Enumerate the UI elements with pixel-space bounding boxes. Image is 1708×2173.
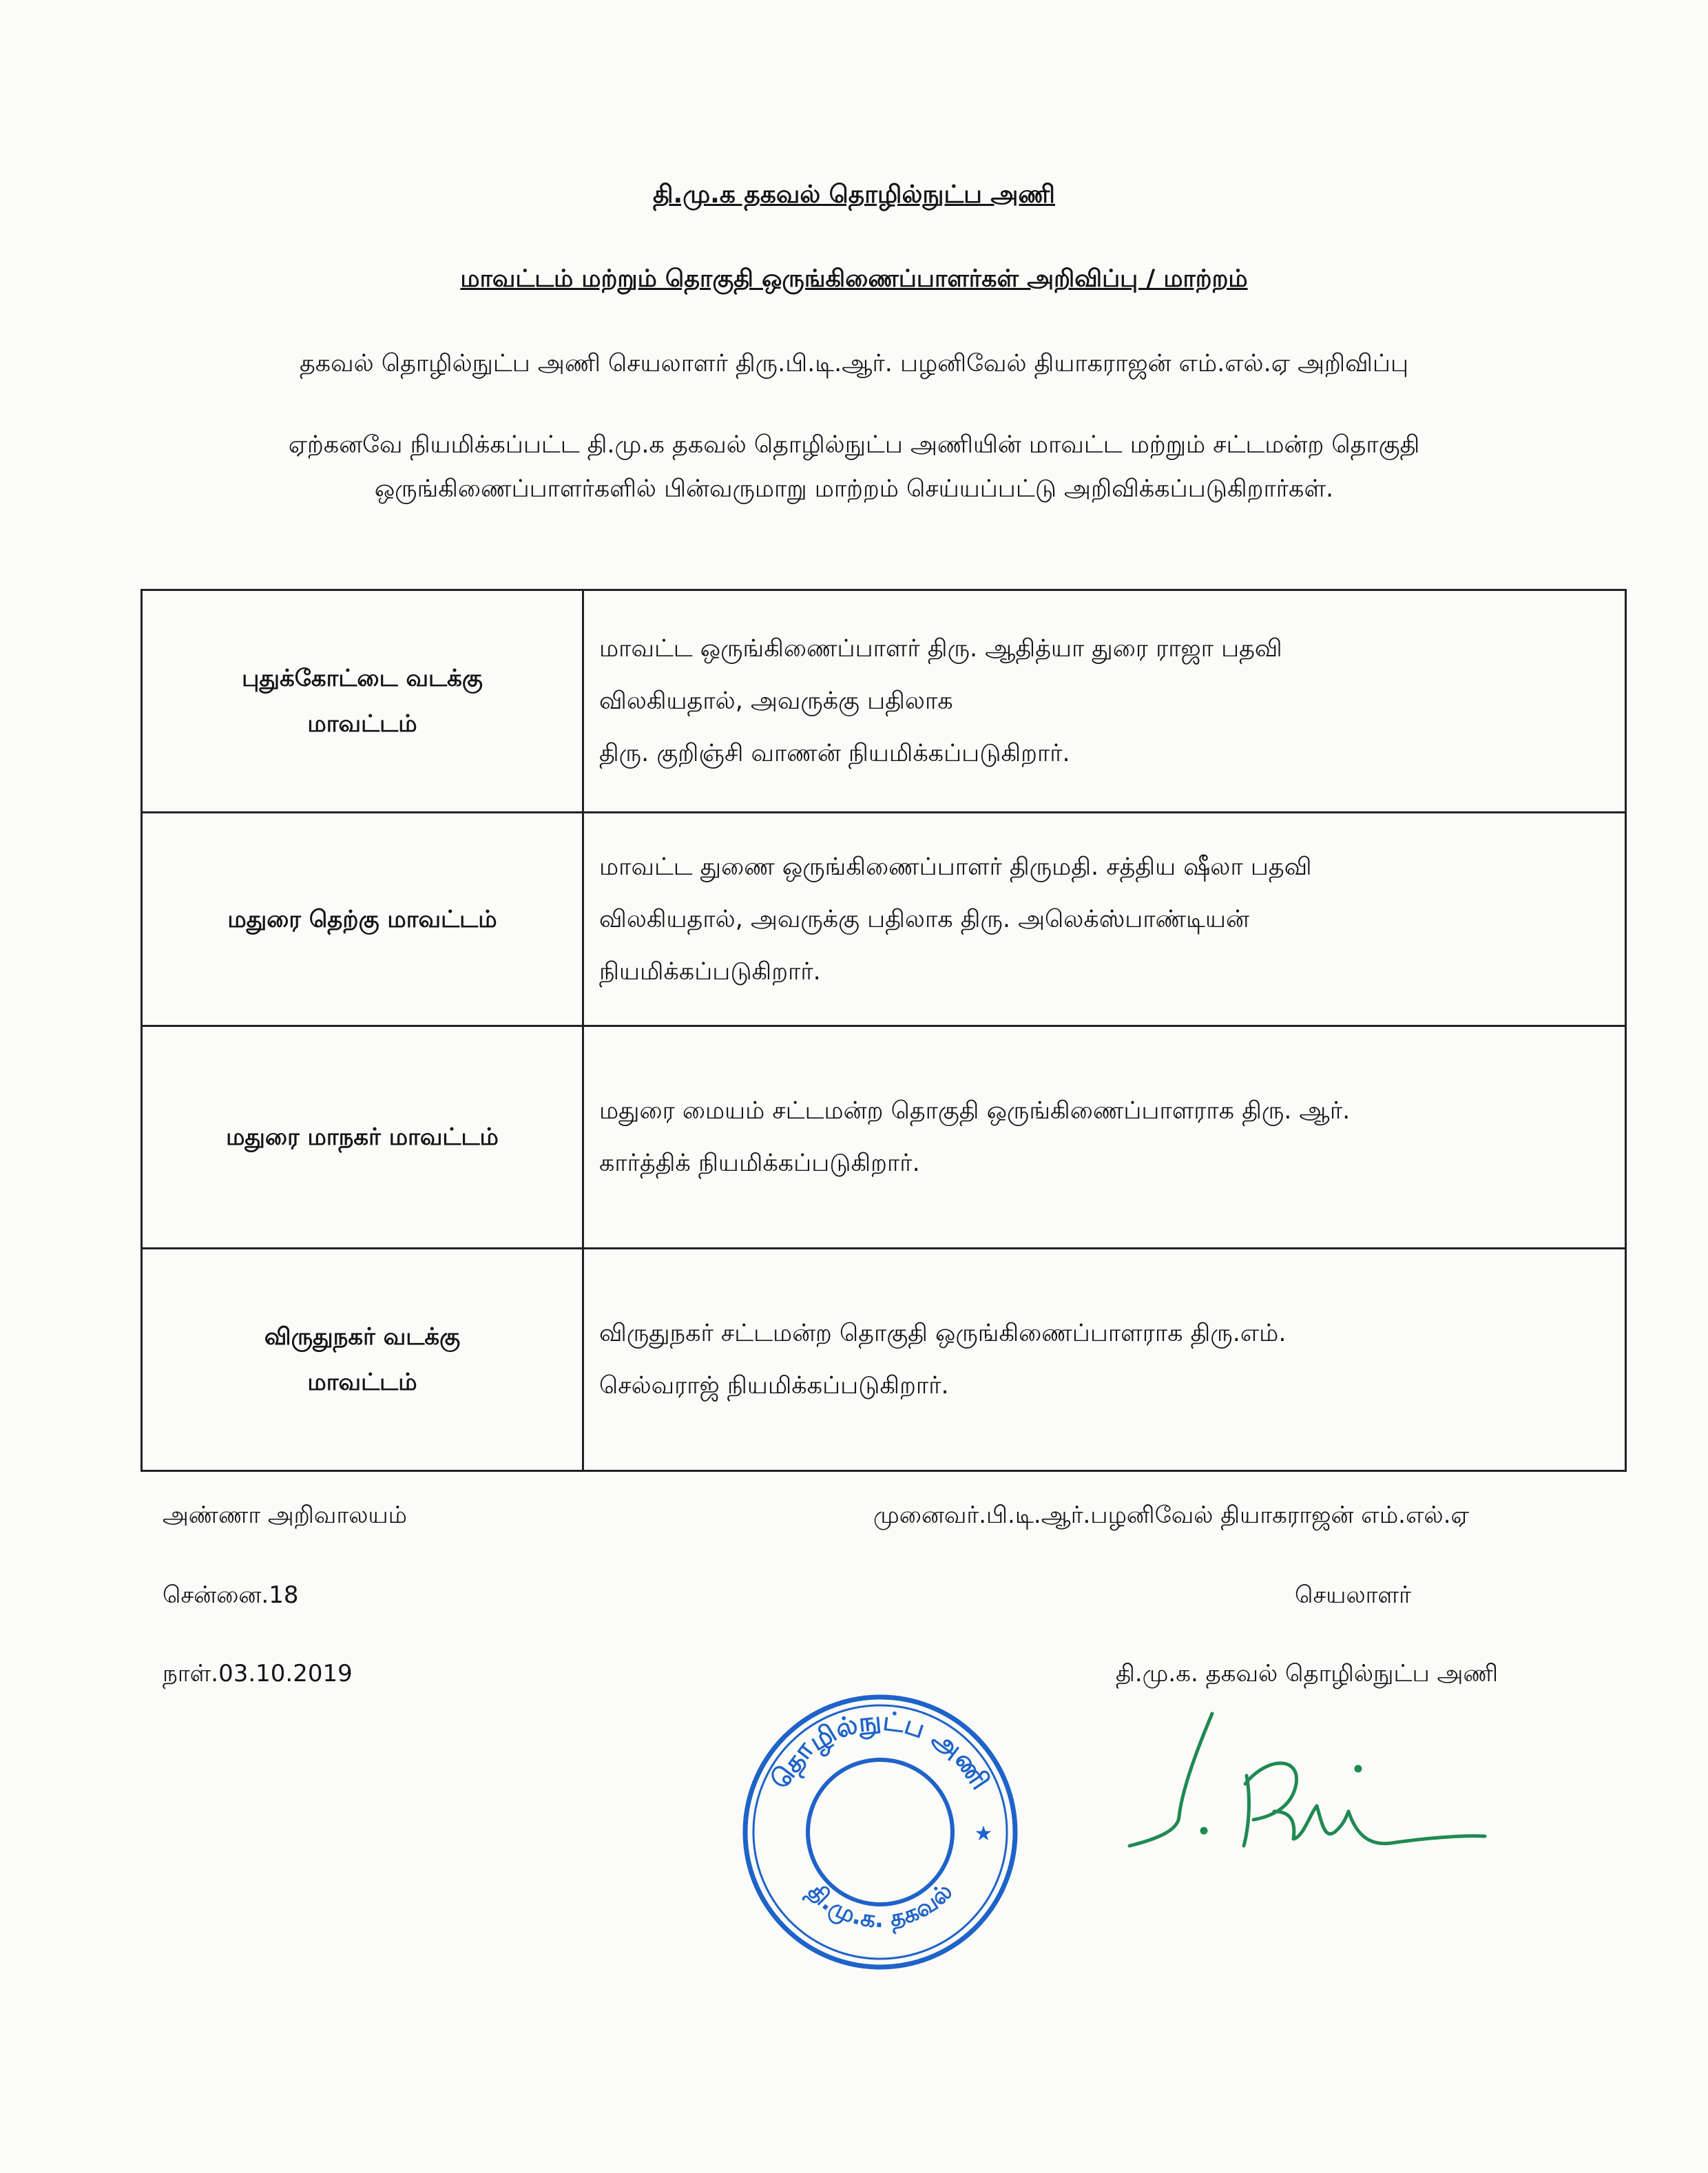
detail-line: மாவட்ட ஒருங்கிணைப்பாளர் திரு. ஆதித்யா துரை ராஜா பதவி — [599, 635, 1282, 663]
district-name-line: புதுக்கோட்டை வடக்கு — [242, 665, 483, 692]
table-row — [142, 813, 1626, 1026]
document-title: தி.மு.க தகவல் தொழில்நுட்ப அணி — [653, 180, 1055, 209]
detail-line: செல்வராஜ் நியமிக்கப்படுகிறார். — [599, 1372, 949, 1400]
intro-line-1: ஏற்கனவே நியமிக்கப்பட்ட தி.மு.க தகவல் தொழில்நுட்ப அணியின் மாவட்ட மற்றும் சட்டமன்ற தொகுதி — [288, 431, 1420, 459]
detail-cell — [583, 813, 1626, 1026]
district-cell — [142, 1249, 583, 1471]
footer-city: சென்னை.18 — [163, 1581, 299, 1609]
district-name-line: மாவட்டம் — [307, 710, 417, 738]
stamp-bottom-text: தி.மு.க. தகவல் — [802, 1878, 959, 1934]
table-row — [142, 1026, 1626, 1249]
detail-line: மாவட்ட துணை ஒருங்கிணைப்பாளர் திருமதி. சத்திய ஷீலா பதவி — [599, 853, 1312, 881]
district-name-line: மதுரை தெற்கு மாவட்டம் — [227, 905, 497, 933]
detail-line: விருதுநகர் சட்டமன்ற தொகுதி ஒருங்கிணைப்பாளராக திரு.எம். — [599, 1320, 1287, 1347]
district-name-line: மதுரை மாநகர் மாவட்டம் — [226, 1123, 499, 1151]
assignment-table — [140, 589, 1627, 1472]
district-cell — [142, 1026, 583, 1249]
signatory-name: முனைவர்.பி.டி.ஆர்.பழனிவேல் தியாகராஜன் எம்.எல்.ஏ — [873, 1501, 1470, 1529]
stamp-inner-ring — [808, 1760, 952, 1904]
district-cell — [142, 590, 583, 813]
detail-cell — [583, 1026, 1626, 1249]
stamp-top-text: தொழில்நுட்ப அணி — [764, 1705, 996, 1796]
detail-cell — [583, 590, 1626, 813]
intro-paragraph — [124, 423, 1584, 511]
signatory-organization: தி.மு.க. தகவல் தொழில்நுட்ப அணி — [1116, 1660, 1499, 1687]
footer-date: நாள்.03.10.2019 — [163, 1660, 353, 1687]
district-name-line: விருதுநகர் வடக்கு — [264, 1323, 461, 1351]
district-cell — [142, 813, 583, 1026]
detail-cell — [583, 1249, 1626, 1471]
table-row — [142, 1249, 1626, 1471]
detail-line: விலகியதால், அவருக்கு பதிலாக திரு. அலெக்ஸ்பாண்டியன் — [599, 905, 1249, 933]
announcer-line: தகவல் தொழில்நுட்ப அணி செயலாளர் திரு.பி.டி.ஆர். பழனிவேல் தியாகராஜன் எம்.எல்.ஏ அறிவிப்பு — [299, 350, 1409, 377]
detail-line: திரு. குறிஞ்சி வாணன் நியமிக்கப்படுகிறார். — [599, 740, 1070, 767]
detail-line: நியமிக்கப்படுகிறார். — [599, 957, 821, 986]
detail-line: கார்த்திக் நியமிக்கப்படுகிறார். — [599, 1150, 920, 1177]
document-subtitle: மாவட்டம் மற்றும் தொகுதி ஒருங்கிணைப்பாளர்கள் அறிவிப்பு / மாற்றம் — [460, 265, 1248, 293]
handwritten-signature — [1116, 1708, 1501, 1873]
organization-stamp — [736, 1687, 1025, 1977]
intro-line-2: ஒருங்கிணைப்பாளர்களில் பின்வருமாறு மாற்றம் செய்யப்பட்டு அறிவிக்கப்படுகிறார்கள். — [374, 475, 1334, 503]
detail-line: விலகியதால், அவருக்கு பதிலாக — [599, 687, 953, 715]
signatory-designation: செயலாளர் — [1295, 1581, 1411, 1609]
table-row — [142, 590, 1626, 813]
footer-place: அண்ணா அறிவாலயம் — [163, 1501, 407, 1529]
district-name-line: மாவட்டம் — [307, 1369, 417, 1396]
detail-line: மதுரை மையம் சட்டமன்ற தொகுதி ஒருங்கிணைப்பாளராக திரு. ஆர். — [599, 1097, 1351, 1125]
stamp-star: ★ — [974, 1822, 993, 1846]
